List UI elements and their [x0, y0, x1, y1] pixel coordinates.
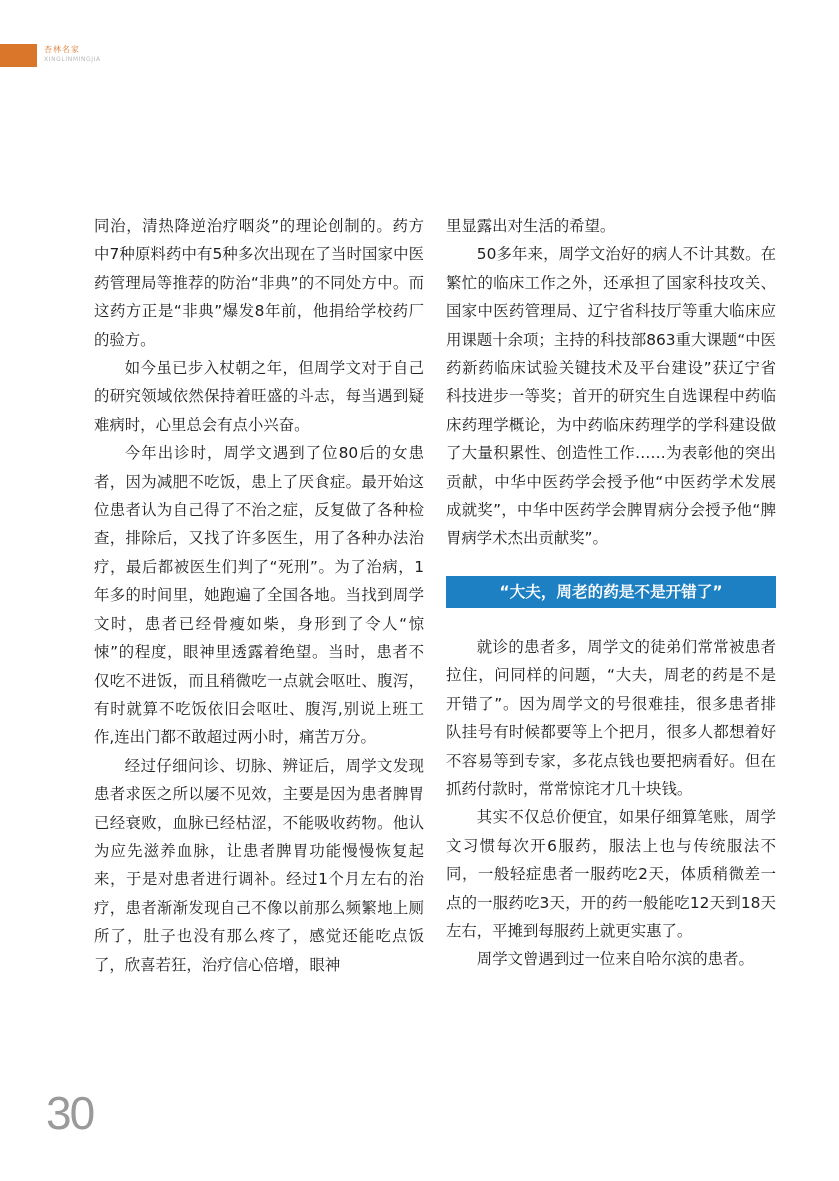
paragraph: 其实不仅总价便宜，如果仔细算笔账，周学文习惯每次开6服药，服法上也与传统服法不同，一般轻症患者一服药吃2天，体质稍微差一点的一服药吃3天，开的药一般能吃12天到18天左右，平摊到每服药上就更实惠了。 — [446, 808, 776, 940]
paragraph: 周学文曾遇到过一位来自哈尔滨的患者。 — [476, 950, 754, 969]
left-column — [94, 212, 424, 979]
header-section-cn: 杏林名家 — [44, 45, 80, 54]
paragraph: 50多年来，周学文治好的病人不计其数。在繁忙的临床工作之外，还承担了国家科技攻关、国家中医药管理局、辽宁省科技厅等重大临床应用课题十余项；主持的科技部863重大课题“中医药新药临床试验关键技术及平台建设”获辽宁省科技进步一等奖；首开的研究生自选课程中药临床药理学概论，为中药临床药理学的学科建设做了大量积累性、创造性工作……为表彰他的突出贡献，中华中医药学会授予他“中医药学术发展成就奖”，中华中医药学会脾胃病分会授予他“脾胃病学术杰出贡献奖”。 — [446, 245, 776, 548]
paragraph: 今年出诊时，周学文遇到了位80后的女患者，因为减肥不吃饭，患上了厌食症。最开始这位患者认为自己得了不治之症，反复做了各种检查，排除后，又找了许多医生，用了各种办法治疗，最后都被医生们判了“死刑”。为了治病，1年多的时间里，她跑遍了全国各地。当找到周学文时，患者已经骨瘦如柴，身形到了令人“惊悚”的程度，眼神里透露着绝望。当时，患者不仅吃不进饭，而且稍微吃一点就会呕吐、腹泻，有时就算不吃饭依旧会呕吐、腹泻,别说上班工作,连出门都不敢超过两小时，痛苦万分。 — [94, 444, 424, 747]
page-number: 30 — [46, 1087, 94, 1139]
paragraph: 同治，清热降逆治疗咽炎”的理论创制的。药方中7种原料药中有5种多次出现在了当时国家中医药管理局等推荐的防治“非典”的不同处方中。而这药方正是“非典”爆发8年前，他捐给学校药厂的验方。 — [94, 217, 424, 349]
section-heading: “大夫，周老的药是不是开错了” — [446, 576, 776, 608]
running-header — [44, 46, 101, 63]
header-section-en: XINGLINMINGJIA — [44, 56, 101, 63]
paragraph: 经过仔细问诊、切脉、辨证后，周学文发现患者求医之所以屡不见效，主要是因为患者脾胃已经衰败，血脉已经枯涩，不能吸收药物。他认为应先滋养血脉，让患者脾胃功能慢慢恢复起来，于是对患者进行调补。经过1个月左右的治疗，患者渐渐发现自己不像以前那么频繁地上厕所了，肚子也没有那么疼了，感觉还能吃点饭了，欣喜若狂，治疗信心倍增，眼神 — [94, 756, 424, 974]
section-tab-marker — [0, 44, 37, 67]
paragraph: 里显露出对生活的希望。 — [446, 217, 616, 235]
paragraph: 就诊的患者多，周学文的徒弟们常常被患者拉住，问同样的问题，“大夫，周老的药是不是开错了”。因为周学文的号很难挂，很多患者排队挂号有时候都要等上个把月，很多人都想着好不容易等到专家，多花点钱也要把病看好。但在抓药付款时，常常惊诧才几十块钱。 — [446, 637, 776, 798]
paragraph: 如今虽已步入杖朝之年，但周学文对于自己的研究领域依然保持着旺盛的斗志，每当遇到疑难病时，心里总会有点小兴奋。 — [94, 359, 424, 434]
right-column — [446, 212, 776, 974]
